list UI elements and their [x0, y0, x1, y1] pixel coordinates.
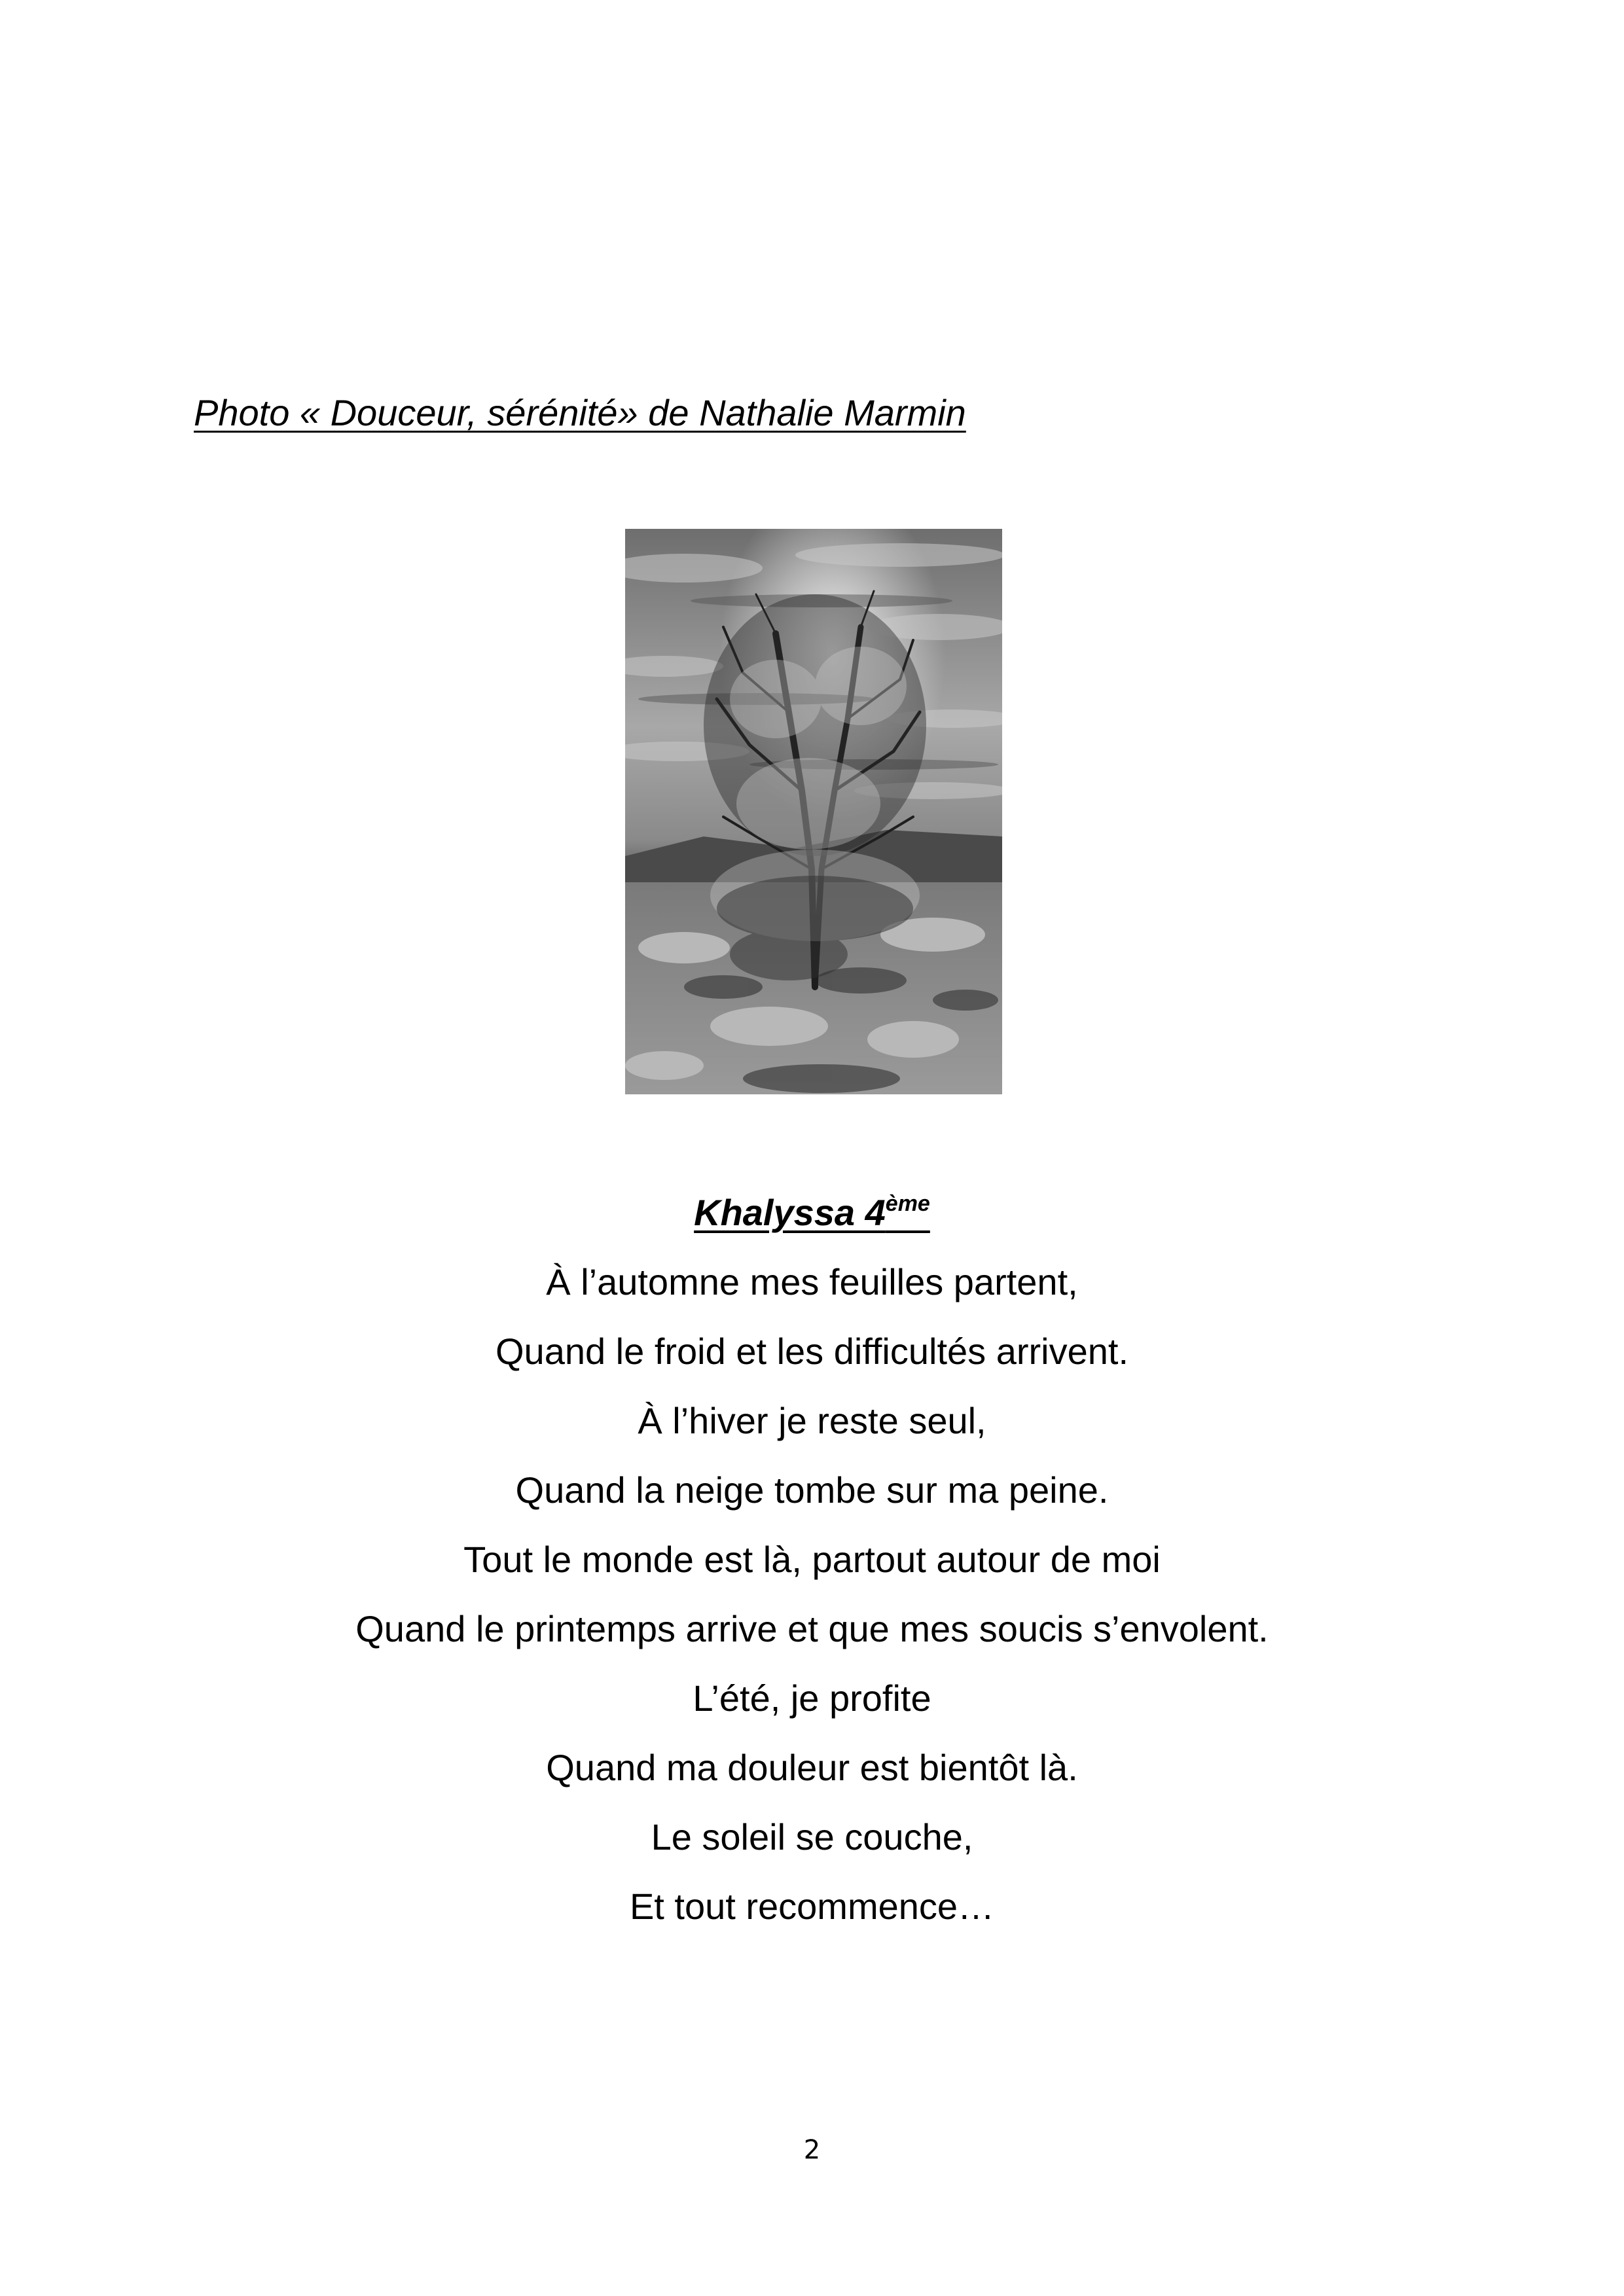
- poem-line: À l’automne mes feuilles partent,: [546, 1261, 1078, 1302]
- tree-photo: [625, 529, 1002, 1094]
- poem-line: L’été, je profite: [693, 1677, 931, 1719]
- page-number: 2: [803, 2135, 821, 2165]
- poem-line: Quand ma douleur est bientôt là.: [546, 1747, 1078, 1788]
- author-grade-suffix: ème: [885, 1191, 930, 1216]
- poem-line: À l’hiver je reste seul,: [638, 1400, 986, 1441]
- poem-line: Le soleil se couche,: [651, 1816, 973, 1857]
- poem-line: Quand la neige tombe sur ma peine.: [515, 1469, 1109, 1511]
- poem-author: [0, 1178, 1624, 1247]
- poem-line: Tout le monde est là, partout autour de moi: [463, 1539, 1161, 1580]
- poem-line: Quand le printemps arrive et que mes soucis s’envolent.: [355, 1608, 1269, 1649]
- poem-line: Et tout recommence…: [629, 1886, 995, 1927]
- photo-caption: Photo « Douceur, sérénité» de Nathalie Marmin: [194, 392, 966, 433]
- poem: [0, 1178, 1624, 1941]
- poem-line: Quand le froid et les difficultés arrivent.: [495, 1331, 1128, 1372]
- author-name: Khalyssa 4: [694, 1192, 886, 1233]
